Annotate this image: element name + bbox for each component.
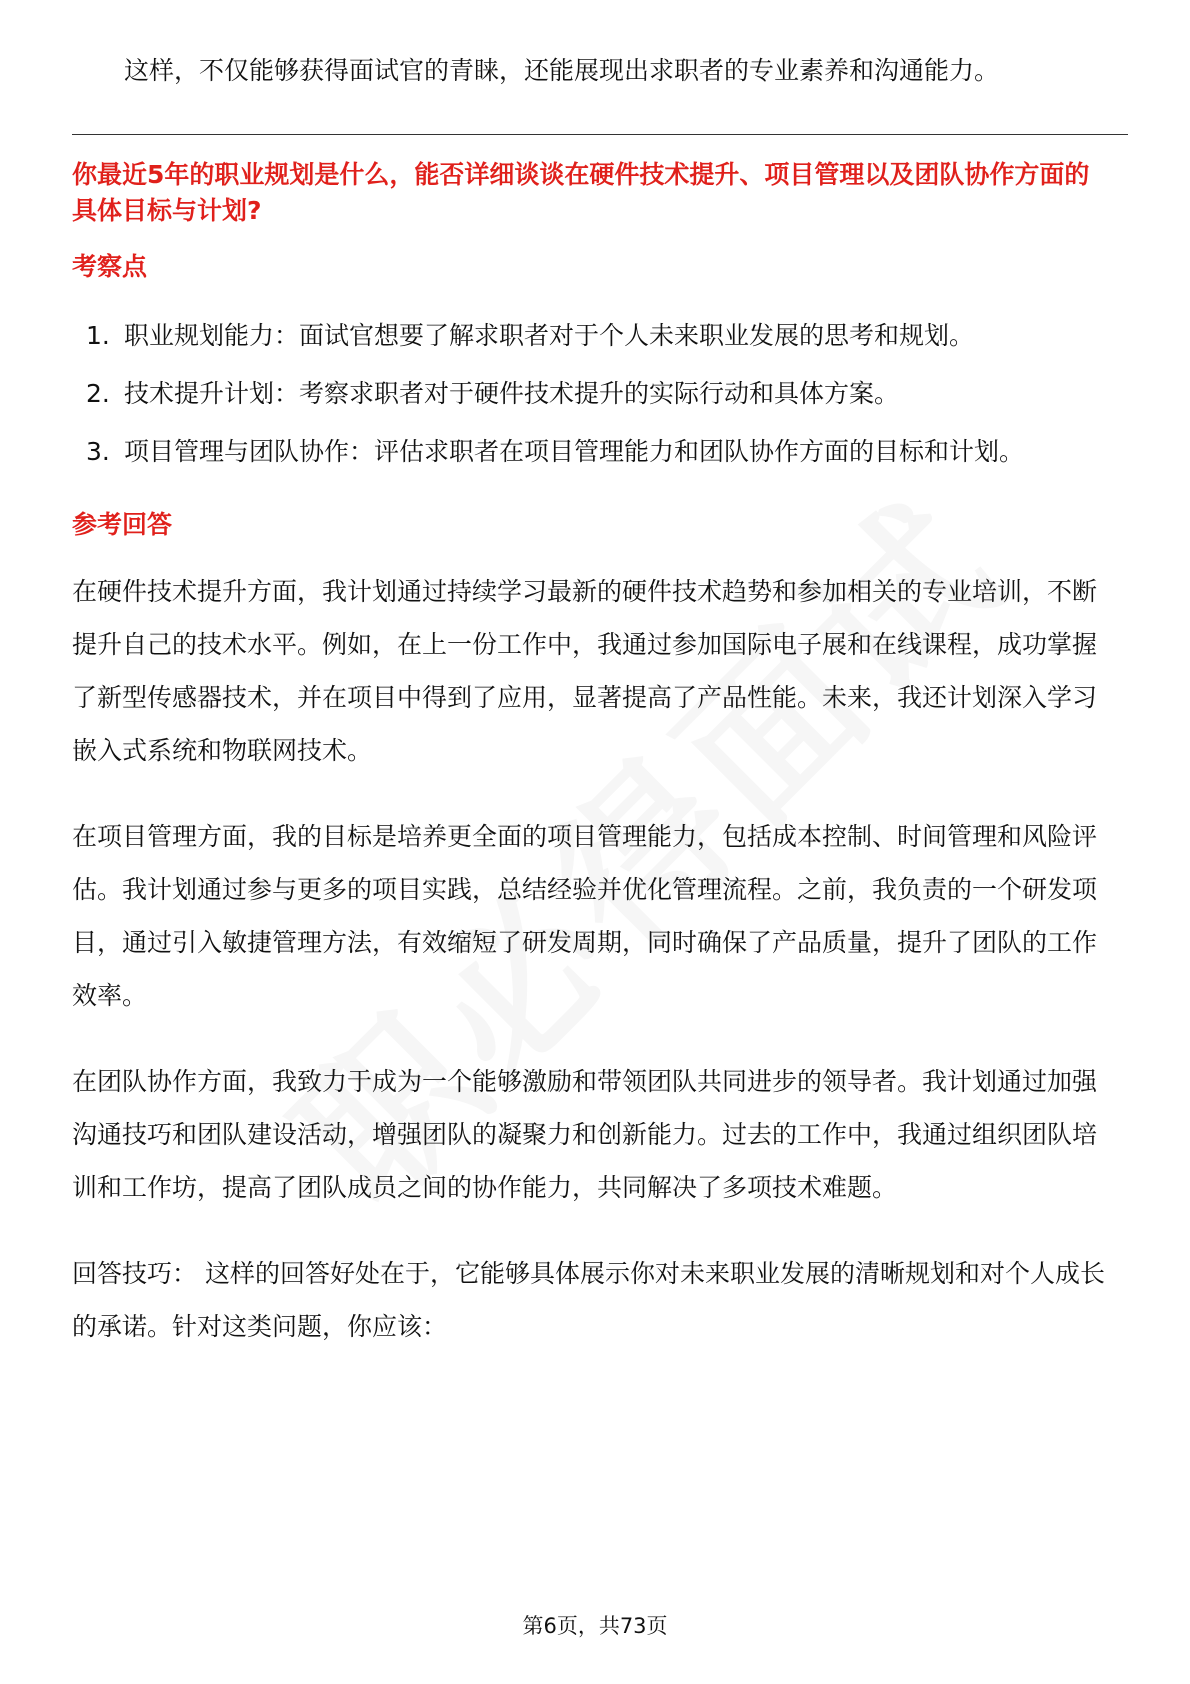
answer-paragraph-project: 在项目管理方面，我的目标是培养更全面的项目管理能力，包括成本控制、时间管理和风险评估。我计划通过参与更多的项目实践，总结经验并优化管理流程。之前，我负责的一个研发项目，通过引入敏捷管理方法，有效缩短了研发周期，同时确保了产品质量，提升了团队的工作效率。: [72, 822, 1098, 1010]
reference-answer-title: 参考回答: [72, 510, 173, 539]
section-divider: [72, 134, 1128, 135]
answer-tips: 回答技巧： 这样的回答好处在于，它能够具体展示你对未来职业发展的清晰规划和对个人成长的承诺。针对这类问题，你应该：: [72, 1259, 1105, 1341]
item-text: 技术提升计划：考察求职者对于硬件技术提升的实际行动和具体方案。: [124, 379, 900, 408]
interview-question: 你最近5年的职业规划是什么，能否详细谈谈在硬件技术提升、项目管理以及团队协作方面的具体目标与计划?: [72, 160, 1090, 225]
answer-paragraph-hardware: 在硬件技术提升方面，我计划通过持续学习最新的硬件技术趋势和参加相关的专业培训，不断提升自己的技术水平。例如，在上一份工作中，我通过参加国际电子展和在线课程，成功掌握了新型传感器技术，并在项目中得到了应用，显著提高了产品性能。未来，我还计划深入学习嵌入式系统和物联网技术。: [72, 577, 1098, 765]
page-footer: 第6页，共73页: [522, 1614, 668, 1638]
assessment-item: [72, 365, 1112, 423]
intro-continuation: 这样，不仅能够获得面试官的青睐，还能展现出求职者的专业素养和沟通能力。: [124, 56, 1000, 85]
assessment-item: [72, 423, 1112, 481]
answer-paragraph-team: 在团队协作方面，我致力于成为一个能够激励和带领团队共同进步的领导者。我计划通过加强沟通技巧和团队建设活动，增强团队的凝聚力和创新能力。过去的工作中，我通过组织团队培训和工作坊，提高了团队成员之间的协作能力，共同解决了多项技术难题。: [72, 1067, 1098, 1202]
item-number: 2.: [86, 379, 110, 408]
item-number: 1.: [86, 321, 110, 350]
item-text: 职业规划能力：面试官想要了解求职者对于个人未来职业发展的思考和规划。: [124, 321, 975, 350]
item-text: 项目管理与团队协作：评估求职者在项目管理能力和团队协作方面的目标和计划。: [124, 437, 1025, 466]
assessment-list: [72, 307, 1112, 481]
assessment-item: [72, 307, 1112, 365]
page-content: [72, 42, 1112, 1386]
assessment-title: 考察点: [72, 252, 148, 281]
item-number: 3.: [86, 437, 110, 466]
